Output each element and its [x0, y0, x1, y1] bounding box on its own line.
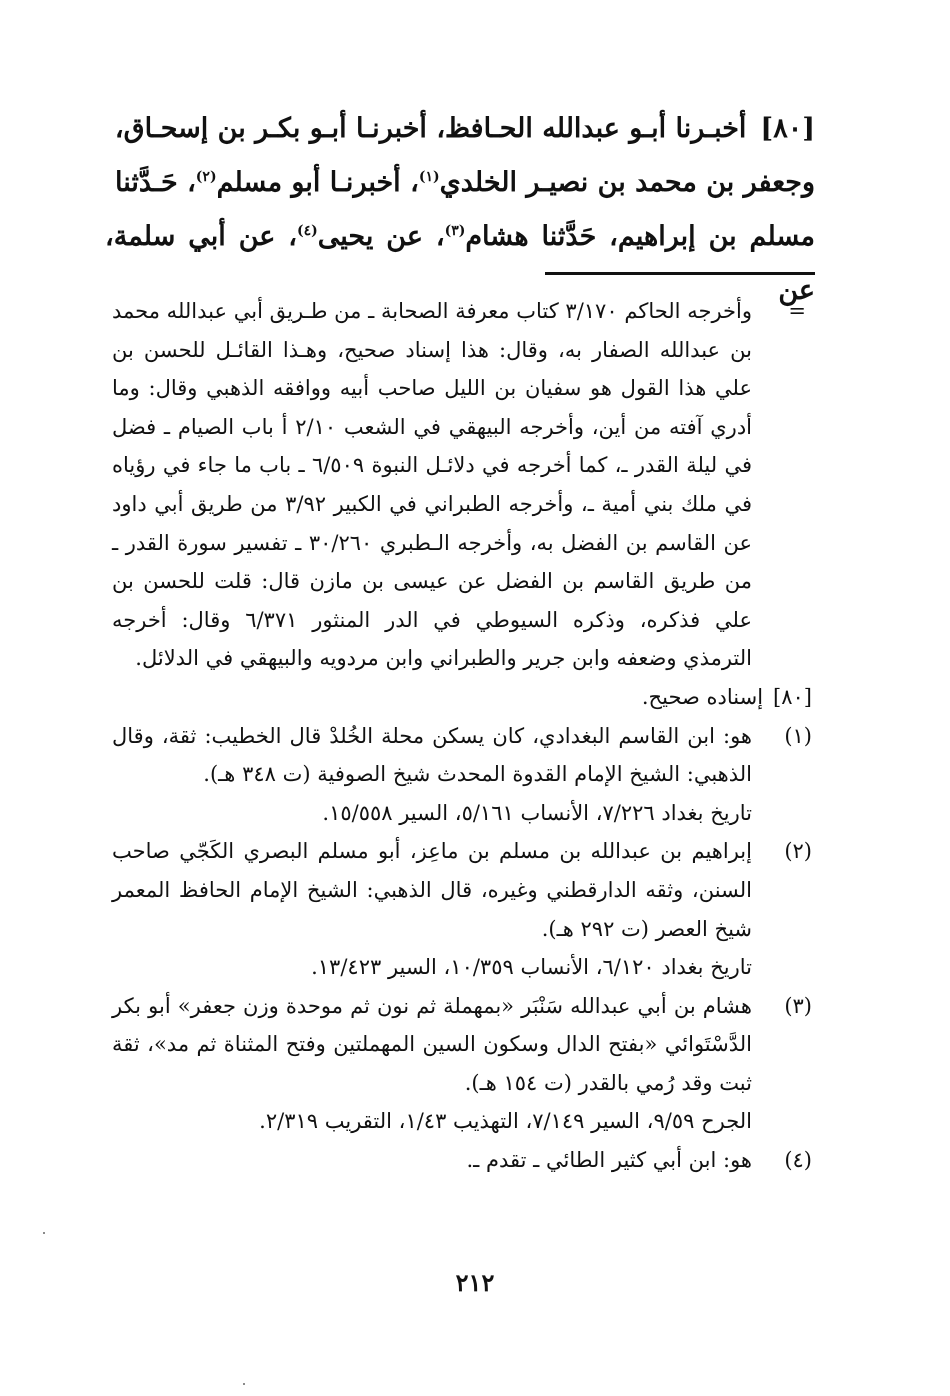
footnote-marker: (١) — [784, 723, 812, 748]
footnote-refs: الجرح ٩/٥٩، السير ٧/١٤٩، التهذيب ١/٤٣، التقريب ٢/٣١٩. — [259, 1109, 752, 1134]
footnote-4 — [112, 1141, 812, 1180]
footnote-ref-4: (٤) — [296, 223, 318, 239]
scan-speck — [43, 1232, 45, 1234]
footnote-refs: تاريخ بغداد ٦/١٢٠، الأنساب ١٠/٣٥٩، السير ١٣/٤٢٣. — [311, 955, 752, 980]
footnote-marker: [٨٠] — [773, 684, 812, 709]
footnote-80 — [112, 678, 812, 717]
hadith-line-2: وجعفر بن محمد بن نصيـر الخلدي$^{(١)}$، أخبرنـا أبو مسلم$^{(٢)}$، حَـدَّثنا — [115, 167, 815, 198]
footnote-ref-1: (١) — [418, 169, 440, 185]
footnote-ref-2: (٢) — [195, 169, 217, 185]
footnote-ref-3: (٣) — [444, 223, 466, 239]
footnote-text: إبراهيم بن عبدالله بن مسلم بن ماعِز، أبو مسلم البصري الكَجّي صاحب السنن، وثقه الدارقطني وغيره، قال الذهبي: الشيخ الإمام الحافظ المعمر شيخ العصر (ت ٢٩٢ هـ). — [112, 839, 752, 941]
page-number: ٢١٢ — [455, 1268, 495, 1297]
hadith-line-1: [٨٠]أخبـرنا أبـو عبدالله الحـافظ، أخبرنـا أبـو بكـر بن إسحـاق، — [114, 113, 815, 144]
hadith-line-3: مسلم بن إبراهيم، حَدَّثنا هشام$^{(٣)}$، عن يحيى$^{(٤)}$، عن أبي سلمة، عن — [105, 221, 815, 306]
footnote-text: هشام بن أبي عبدالله سَنْبَر «بمهملة ثم نون ثم موحدة وزن جعفر» أبو بكر الدَّسْتَوائي «بفتح الدال وسكون السين المهملتين وفتح المثناة ثم مد»، ثقة ثبت وقد رُمي بالقدر (ت ١٥٤ هـ). — [112, 993, 752, 1095]
footnote-text: وأخرجه الحاكم ٣/١٧٠ كتاب معرفة الصحابة ـ من طـريق أبي عبدالله محمد بن عبدالله الصفار به، وقال: هذا إسناد صحيح، وهـذا القائـل للحسن بن علي هذا القول هو سفيان بن الليل صاحب أبيه ووافقه الذهبي وقال: وما أدري آفته من أين، وأخرجه البيهقي في الشعب ٢/١٠ أ باب الصيام ـ فضل في ليلة القدر ـ، كما أخرجه في دلائـل النبوة ٦/٥٠٩ ـ باب ما جاء في رؤياه في ملك بني أمية ـ، وأخرجه الطبراني في الكبير ٣/٩٢ من طريق أبي داود عن القاسم بن الفضل به، وأخرجه الـطبري ٣٠/٢٦٠ ـ تفسير سورة القدر ـ من طريق القاسم بن الفضل عن عيسى بن مازن قال: قلت للحسن بن علي فذكره، وذكره السيوطي في الدر المنثور ٦/٣٧١ وقال: أخرجه الترمذي وضعفه وابن جرير والطبراني وابن مردويه والبيهقي في الدلائل. — [112, 299, 753, 671]
footnote-marker: (٤) — [784, 1148, 812, 1173]
footnote-text: هو: ابن أبي كثير الطائي ـ تقدم ـ. — [466, 1148, 752, 1173]
footnote-marker: (٣) — [784, 993, 812, 1018]
footnote-text: إسناده صحيح. — [641, 684, 764, 709]
footnote-continuation — [112, 292, 812, 678]
footnote-refs: تاريخ بغداد ٧/٢٢٦، الأنساب ٥/١٦١، السير ١٥/٥٥٨. — [322, 800, 752, 825]
footnote-separator — [545, 272, 815, 275]
hadith-number: [٨٠] — [760, 113, 815, 144]
footnote-2 — [112, 832, 812, 986]
footnotes-section — [112, 292, 812, 1180]
scan-speck — [243, 1383, 245, 1385]
footnote-1 — [112, 717, 812, 833]
hadith-text — [105, 102, 815, 318]
continuation-marker: = — [788, 299, 806, 323]
footnote-text: هو: ابن القاسم البغدادي، كان يسكن محلة الخُلدْ قال الخطيب: ثقة، وقال الذهبي: الشيخ الإمام القدوة المحدث شيخ الصوفية (ت ٣٤٨ هـ). — [112, 723, 752, 787]
footnote-3 — [112, 987, 812, 1141]
footnote-marker: (٢) — [784, 839, 812, 864]
